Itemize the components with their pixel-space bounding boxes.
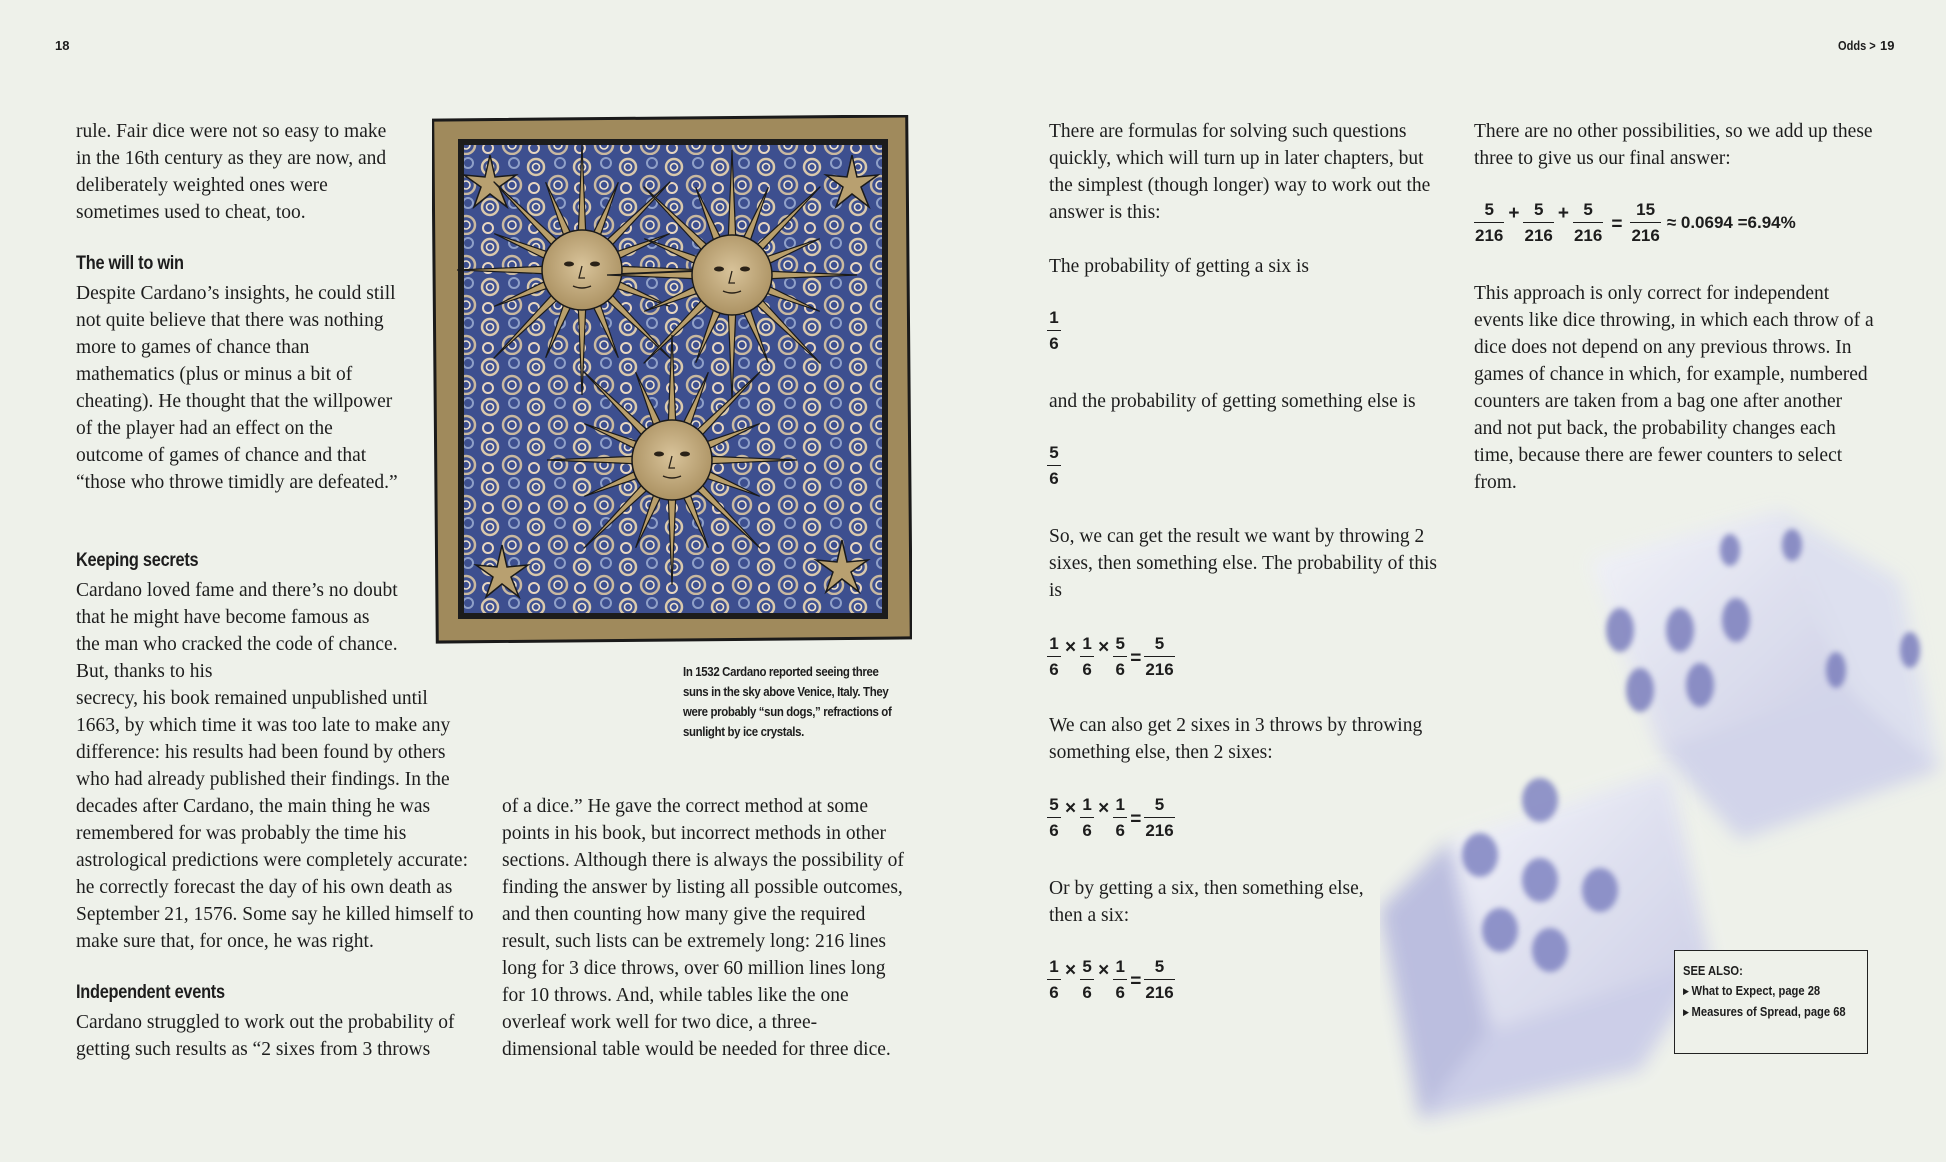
see-also-title: SEE ALSO: bbox=[1683, 963, 1743, 978]
right-page-number: 19 bbox=[1880, 38, 1895, 53]
independent-events-paragraph: Cardano struggled to work out the probability of getting such results as “2 sixes from 3 throws bbox=[76, 1012, 455, 1060]
heading-independent-events: Independent events bbox=[76, 982, 225, 1003]
second-column-paragraph: of a dice.” He gave the correct method at some points in his book, but incorrect methods in other sections. Although there is always the possibility of finding the answer by listing all possible outcomes, and then counting how many give the required result, such lists can be extremely long: 216 lines long for 3 dice throws, over 60 million lines long for 10 throws. And, while tables like the one overleaf work well for two dice, a three-dimensional table would be needed for three dice. bbox=[502, 796, 904, 1060]
else-then-two-sixes-text: We can also get 2 sixes in 3 throws by throwing something else, then 2 sixes: bbox=[1049, 715, 1423, 763]
fraction-five-sixths: $\frac{5}{6}$ bbox=[1047, 443, 1061, 489]
equation-else-six-six: $\frac{5}{6}$ × $\frac{1}{6}$ × $\frac{1}{6}$ = $\frac{5}{216}$ bbox=[1047, 795, 1175, 841]
blurred-dice-image bbox=[1380, 470, 1946, 1162]
sun-1 bbox=[457, 145, 707, 395]
equation-six-six-else: $\frac{1}{6}$ × $\frac{1}{6}$ × $\frac{5}{6}$ = $\frac{5}{216}$ bbox=[1047, 634, 1175, 680]
sun-3 bbox=[547, 335, 797, 585]
independence-paragraph: This approach is only correct for independent events like dice throwing, in which each throw of a dice does not depend on any previous throws. In games of chance in which, for example, numbered counters are taken from a bag one after another and not put back, the probability changes each time, because there are fewer counters to select from. bbox=[1474, 283, 1874, 493]
probability-else-text: and the probability of getting something else is bbox=[1049, 391, 1416, 412]
see-also-link-measures-of-spread[interactable]: ▶ Measures of Spread, page 68 bbox=[1683, 1002, 1864, 1023]
formulas-intro-paragraph: There are formulas for solving such questions quickly, which will turn up in later chapters, but the simplest (though longer) way to work out the answer is this: bbox=[1049, 121, 1431, 223]
add-up-paragraph: There are no other possibilities, so we add up these three to give us our final answer: bbox=[1474, 121, 1873, 169]
keeping-secrets-paragraph-narrow: Cardano loved fame and there’s no doubt that he might have become famous as the man who cracked the code of chance. But, thanks to his bbox=[76, 580, 398, 682]
will-to-win-paragraph: Despite Cardano’s insights, he could still not quite believe that there was nothing more to games of chance than mathematics (plus or minus a bit of cheating). He thought that the willpower of the player had an effect on the outcome of games of chance and that “those who throwe timidly are defeated.” bbox=[76, 283, 398, 493]
left-page-number: 18 bbox=[55, 38, 70, 53]
see-also-link-what-to-expect[interactable]: ▶ What to Expect, page 28 bbox=[1683, 981, 1864, 1002]
keeping-secrets-paragraph-wide: secrecy, his book remained unpublished until 1663, by which time it was too late to make any difference: his results had been found by others who had already published their findings. In the decades after Cardano, the main thing he was remembered for was probably the time his astrological predictions were completely accurate: he correctly forecast the day of his own death as September 21, 1576. Some say he killed himself to make sure that, for once, he was right. bbox=[76, 688, 474, 952]
heading-keeping-secrets: Keeping secrets bbox=[76, 550, 199, 571]
final-sum-result: ≈ 0.0694 =6.94% bbox=[1666, 213, 1796, 232]
probability-six-text: The probability of getting a six is bbox=[1049, 256, 1309, 277]
see-also-box bbox=[1674, 950, 1868, 1054]
two-sixes-then-else-text: So, we can get the result we want by throwing 2 sixes, then something else. The probability of this is bbox=[1049, 526, 1437, 601]
six-else-six-text: Or by getting a six, then something else, then a six: bbox=[1049, 878, 1364, 926]
equation-six-else-six: $\frac{1}{6}$ × $\frac{5}{6}$ × $\frac{1}{6}$ = $\frac{5}{216}$ bbox=[1047, 957, 1175, 1003]
running-head bbox=[1838, 38, 1876, 53]
fraction-one-sixth: $\frac{1}{6}$ bbox=[1047, 308, 1061, 354]
sun-2 bbox=[607, 150, 857, 400]
three-suns-illustration bbox=[432, 115, 912, 645]
intro-paragraph: rule. Fair dice were not so easy to make in the 16th century as they are now, and deliberately weighted ones were sometimes used to cheat, too. bbox=[76, 121, 387, 223]
final-sum-equation: $\frac{5}{216}$ + $\frac{5}{216}$ + $\frac{5}{216}$ = $\frac{15}{216}$ ≈ 0.0694 =6.94% bbox=[1475, 200, 1796, 245]
illustration-caption: In 1532 Cardano reported seeing three suns in the sky above Venice, Italy. They were probably “sun dogs,” refractions of sunlight by ice crystals. bbox=[683, 664, 892, 739]
heading-will-to-win: The will to win bbox=[76, 253, 184, 274]
running-head-title: Odds > bbox=[1838, 38, 1876, 53]
